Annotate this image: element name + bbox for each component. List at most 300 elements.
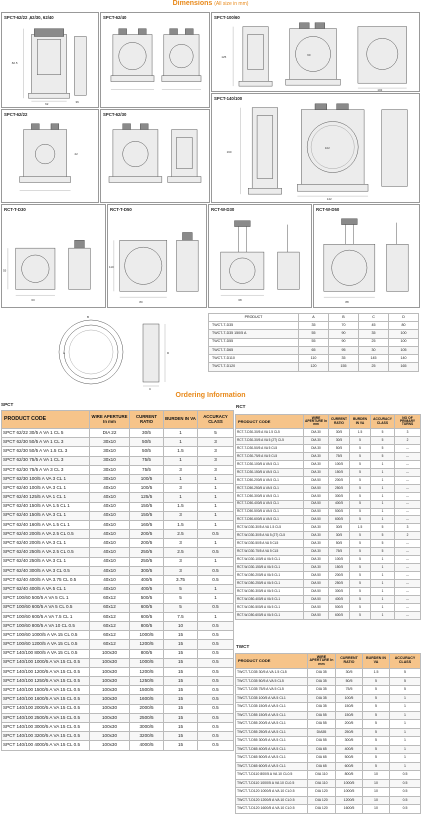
twct-section-label: TWCT — [236, 644, 250, 649]
panel-label: SPCT-62/40 — [103, 15, 127, 20]
table-cell: 7.5 — [164, 612, 198, 621]
table-cell: SPCT 62/22 30/5 A VA 1 CL 5 — [2, 429, 90, 438]
table-cell: 0.5 — [198, 631, 234, 640]
table-cell: 100/5 — [336, 694, 363, 703]
table-cell: 50/5 — [329, 540, 350, 548]
table-cell: 0.5 — [198, 723, 234, 732]
table-cell: SPCT 62/40 400/5 A VA 3.75 CL 0.5 — [2, 576, 90, 585]
table-cell: 30x10 — [90, 447, 130, 456]
table-cell: 0.5 — [198, 640, 234, 649]
table-cell: 1 — [164, 493, 198, 502]
table-cell: 5 — [363, 703, 390, 712]
table-cell: DIA 30 — [304, 556, 329, 564]
table-cell: 110 — [299, 355, 329, 363]
table-row — [2, 677, 234, 686]
table-cell: 1 — [390, 728, 421, 737]
table-cell: 600/5 — [336, 762, 363, 771]
table-cell: TWCT-T-D110 — [209, 355, 299, 363]
table-cell: 1250/5 — [130, 677, 164, 686]
table-row — [236, 532, 421, 540]
table-cell: 50/5 — [130, 447, 164, 456]
table-cell: 100x30 — [90, 704, 130, 713]
table-cell: 25 — [359, 363, 389, 371]
table-cell: 15 — [164, 741, 198, 750]
dim-width-label: 80 — [139, 300, 143, 305]
table-cell: TWCT-T-D110 800/5 A VA 10 CL0.5 — [236, 771, 308, 780]
table-cell: 100x30 — [90, 667, 130, 676]
table-row — [236, 728, 421, 737]
table-cell: DIA 50 — [304, 580, 329, 588]
table-cell: 40x10 — [90, 576, 130, 585]
table-row — [2, 539, 234, 548]
column-header: BURDEN IN VA — [164, 411, 198, 429]
table-cell: 0.5 — [198, 658, 234, 667]
table-cell: TWCT-T-D35 100/5 A VA 5 CL1 — [236, 694, 308, 703]
table-row — [2, 520, 234, 529]
table-cell: DIA 30 — [304, 436, 329, 444]
table-cell: SPCT 62/30 75/5 A VA 1 CL 3 — [2, 456, 90, 465]
table-cell: DIA 35 — [308, 677, 336, 686]
table-cell: 100x30 — [90, 723, 130, 732]
table-cell: RCT-T-D50-300/5 A VA 5 CL1 — [236, 492, 304, 500]
table-cell: 0.5 — [198, 530, 234, 539]
table-cell: SPCT 100/60 500/5 A VA 5 CL 1 — [2, 594, 90, 603]
table-cell: SPCT 100/60 1200/5 A VA 15 CL 0.5 — [2, 640, 90, 649]
table-cell: 3200/5 — [130, 732, 164, 741]
table-row — [236, 754, 421, 763]
table-cell: SPCT 140/100 1000/5 A VA 15 CL 0.5 — [2, 658, 90, 667]
table-cell: 1 — [198, 539, 234, 548]
table-cell: SPCT 140/100 1200/5 A VA 15 CL 0.5 — [2, 667, 90, 676]
table-cell: 60x12 — [90, 612, 130, 621]
table-row — [2, 603, 234, 612]
table-cell: 30 — [359, 346, 389, 354]
table-row — [209, 355, 419, 363]
table-row — [2, 484, 234, 493]
dim-b-label: B — [87, 315, 90, 319]
table-cell: 1.5 — [363, 669, 390, 678]
table-cell: 500/5 — [329, 603, 350, 611]
table-cell: 2.5 — [164, 530, 198, 539]
table-cell: 1 — [371, 556, 395, 564]
table-cell: RCT-T-D50-250/5 A VA 5 CL1 — [236, 484, 304, 492]
table-cell: 15 — [164, 704, 198, 713]
drawing-spct-140-100 — [212, 94, 419, 202]
table-row — [236, 805, 421, 814]
table-row — [236, 548, 421, 556]
table-cell: 30x10 — [90, 438, 130, 447]
table-row — [2, 741, 234, 750]
table-row — [2, 465, 234, 474]
table-cell: 250/5 — [130, 548, 164, 557]
table-cell: 100x30 — [90, 649, 130, 658]
table-cell: 75/5 — [130, 456, 164, 465]
table-cell: DIA 65 — [308, 754, 336, 763]
table-cell: 1 — [198, 502, 234, 511]
table-cell: 500/5 — [329, 508, 350, 516]
table-header-row — [236, 654, 421, 669]
drawing-twct — [1, 310, 206, 390]
table-row — [236, 476, 421, 484]
table-cell: 5 — [164, 585, 198, 594]
table-cell: TWCT-T-D120 1000/5 A VA 10 CL0.5 — [236, 788, 308, 797]
table-cell: 1 — [371, 596, 395, 604]
table-cell: 75/5 — [329, 452, 350, 460]
table-cell: 25 — [359, 338, 389, 346]
table-cell: 5 — [371, 524, 395, 532]
table-cell: 15 — [164, 640, 198, 649]
table-cell: SPCT 100/60 600/5 A VA 5 CL 0.5 — [2, 603, 90, 612]
table-cell: 65 — [299, 346, 329, 354]
column-header: ACCURACY CLASS — [390, 654, 421, 669]
table-cell: TWCT-T-D35 75/5 A VA 5 CL5 — [236, 686, 308, 695]
column-header: CURRENT RATIO — [336, 654, 363, 669]
table-cell: --- — [395, 476, 421, 484]
table-cell: 1 — [371, 476, 395, 484]
table-cell: 75/5 — [336, 686, 363, 695]
table-cell: 55 — [299, 330, 329, 338]
dim-diameter-label: 22 — [74, 152, 78, 157]
table-cell: 0.5 — [198, 686, 234, 695]
table-cell: 15 — [164, 723, 198, 732]
table-row — [2, 649, 234, 658]
table-cell: 1 — [371, 492, 395, 500]
table-cell: TWCT-T-D55 200/5 A VA 5 CL1 — [236, 720, 308, 729]
table-cell: 1.5 — [164, 447, 198, 456]
table-cell: 4000/5 — [130, 741, 164, 750]
table-cell: 15 — [164, 677, 198, 686]
table-cell: 5 — [164, 594, 198, 603]
table-cell: TWCT-T-D65 500/5 A VA 5 CL1 — [236, 754, 308, 763]
table-cell: 400/5 — [130, 585, 164, 594]
table-cell: 3 — [198, 465, 234, 474]
dim-aperture-label: 60 — [307, 52, 311, 57]
table-cell: RCT-T-D30-75/5 A VA 5 CL5 — [236, 452, 304, 460]
column-header: PRODUCT CODE — [236, 415, 304, 429]
column-header: WIRE APERTURE In mm — [304, 415, 329, 429]
panel-label: SPCT-62/30 — [103, 112, 127, 117]
table-cell: 600/5 — [329, 611, 350, 619]
table-cell: 100x30 — [90, 658, 130, 667]
table-cell: 10 — [363, 771, 390, 780]
table-cell: RCT-W-D30-50/5 A VA 5 CL5 — [236, 540, 304, 548]
spct-table — [1, 410, 234, 751]
table-cell: 1000/5 — [336, 779, 363, 788]
table-cell: 3 — [164, 465, 198, 474]
table-cell: 0.5 — [390, 779, 421, 788]
table-cell: DIA 50 — [304, 484, 329, 492]
table-cell: 0.5 — [198, 566, 234, 575]
table-cell: 5 — [363, 762, 390, 771]
table-cell: 5 — [371, 532, 395, 540]
table-cell: RCT-T-D50-200/5 A VA 5 CL1 — [236, 476, 304, 484]
table-cell: DIA 30 — [304, 532, 329, 540]
table-cell: 50/5 — [329, 444, 350, 452]
column-header: BURDEN IN VA — [350, 415, 371, 429]
table-cell: 1 — [390, 703, 421, 712]
table-cell: 1000/5 — [130, 631, 164, 640]
table-header-row — [209, 314, 419, 322]
table-cell: TWCT-T-D35 150/5 A — [209, 330, 299, 338]
table-row — [236, 588, 421, 596]
table-cell: 60x12 — [90, 594, 130, 603]
table-cell: 15 — [164, 732, 198, 741]
table-cell: --- — [395, 556, 421, 564]
table-row — [236, 484, 421, 492]
table-cell: 5 — [350, 580, 371, 588]
ordering-title: Ordering Information — [175, 392, 246, 399]
table-cell: 200/5 — [329, 476, 350, 484]
table-cell: 0.5 — [198, 677, 234, 686]
panel-rct-w-d30 — [208, 204, 312, 308]
table-cell: TWCT-T-D120 1600/5 A VA 10 CL0.5 — [236, 805, 308, 814]
table-cell: 5 — [363, 694, 390, 703]
table-cell: 3 — [164, 484, 198, 493]
table-row — [2, 585, 234, 594]
table-cell: 30/5 — [130, 429, 164, 438]
table-cell: RCT-T-D30-150/5 A VA 5 CL1 — [236, 468, 304, 476]
table-cell: RCT-T-D30-30/5 A VA 5 (2T) CL5 — [236, 436, 304, 444]
dim-height-label: 55 — [2, 268, 7, 273]
table-cell: 40x10 — [90, 493, 130, 502]
dim-c-label: C — [149, 387, 152, 391]
table-cell: 5 — [164, 603, 198, 612]
panel-label: SPCT-62/22 ,62/30, 62/40 — [4, 15, 54, 20]
table-cell: 15 — [164, 658, 198, 667]
rct-section-label: RCT — [236, 404, 246, 409]
table-cell: 5 — [371, 548, 395, 556]
table-row — [236, 686, 421, 695]
table-cell: 5 — [350, 468, 371, 476]
table-cell: 600/5 — [130, 612, 164, 621]
column-header: B — [329, 314, 359, 322]
table-cell: DIA 120 — [308, 805, 336, 814]
table-cell: 35 — [359, 330, 389, 338]
table-cell: TWCT-T-D65 — [209, 346, 299, 354]
table-cell: DIA 50 — [304, 572, 329, 580]
panel-rct-w-d50 — [313, 204, 420, 308]
table-cell: 1 — [371, 484, 395, 492]
table-row — [2, 566, 234, 575]
dim-width-label: 60 — [31, 298, 35, 303]
table-cell: 1200/5 — [130, 640, 164, 649]
table-cell: 40x10 — [90, 502, 130, 511]
column-header: ACCURACY CLASS — [198, 411, 234, 429]
table-cell: 1200/5 — [130, 667, 164, 676]
table-cell: 3 — [198, 456, 234, 465]
table-cell: RCT-T-D30-30/5 A VA 1.5 CL5 — [236, 429, 304, 437]
table-cell: 1000/5 — [336, 788, 363, 797]
table-cell: 250/5 — [329, 484, 350, 492]
table-cell: SPCT 140/100 2500/5 A VA 15 CL 0.5 — [2, 713, 90, 722]
table-cell: RCT-W-D30-30/5 A VA 1.5 CL5 — [236, 524, 304, 532]
table-row — [236, 580, 421, 588]
table-cell: 2 — [395, 532, 421, 540]
table-cell: 400/5 — [336, 745, 363, 754]
table-cell: 1 — [371, 500, 395, 508]
table-row — [236, 500, 421, 508]
table-cell: 75/5 — [329, 548, 350, 556]
table-cell: 5 — [390, 677, 421, 686]
table-row — [236, 788, 421, 797]
table-cell: 0.5 — [198, 603, 234, 612]
dim-width-label: 142 — [326, 197, 332, 202]
table-cell: 250/5 — [336, 728, 363, 737]
table-cell: DIA 110 — [308, 779, 336, 788]
table-cell: 5 — [350, 452, 371, 460]
table-cell: 45 — [359, 322, 389, 330]
table-cell: RCT-T-D50-500/5 A VA 5 CL1 — [236, 508, 304, 516]
table-cell: RCT-W-D30-150/5 A VA 5 CL1 — [236, 564, 304, 572]
table-cell: 5 — [371, 540, 395, 548]
spct-section-label: SPCT — [1, 402, 14, 407]
table-cell: 1500/5 — [130, 686, 164, 695]
panel-label: RCT-T-D50 — [110, 207, 132, 212]
table-cell: DIA 30 — [304, 452, 329, 460]
table-row — [2, 631, 234, 640]
twct-dimensions-table — [208, 313, 419, 372]
table-cell: 5 — [350, 500, 371, 508]
table-row — [236, 745, 421, 754]
table-cell: 0.5 — [198, 649, 234, 658]
table-cell: RCT-T-D30-50/5 A VA 5 CL5 — [236, 444, 304, 452]
panel-label: RCT-T-D30 — [4, 207, 26, 212]
table-cell: --- — [395, 580, 421, 588]
table-cell: 1 — [164, 456, 198, 465]
table-cell: 400/5 — [329, 596, 350, 604]
table-row — [236, 762, 421, 771]
twct-table — [235, 653, 421, 814]
table-cell: --- — [395, 444, 421, 452]
table-cell: 3 — [395, 524, 421, 532]
table-cell: 60x12 — [90, 621, 130, 630]
column-header: ACCURACY CLASS — [371, 415, 395, 429]
table-cell: RCT-W-D50-300/5 A VA 5 CL1 — [236, 588, 304, 596]
panel-spct-62-22 — [1, 109, 99, 203]
table-cell: 60x12 — [90, 640, 130, 649]
table-row — [209, 363, 419, 371]
table-cell: 105 — [389, 346, 419, 354]
table-header-row — [2, 411, 234, 429]
table-cell: 2 — [395, 436, 421, 444]
table-cell: 1 — [198, 484, 234, 493]
drawing-spct-62 — [2, 13, 98, 107]
table-cell: 90 — [329, 330, 359, 338]
table-cell: 5 — [350, 436, 371, 444]
panel-spct-62 — [1, 12, 99, 108]
panel-label: RCT-W-D50 — [316, 207, 340, 212]
table-cell: 3 — [198, 447, 234, 456]
table-cell: 100x30 — [90, 713, 130, 722]
table-cell: 50/5 — [130, 438, 164, 447]
table-cell: 140 — [389, 355, 419, 363]
table-row — [236, 460, 421, 468]
panel-spct-140-100 — [211, 93, 420, 203]
table-cell: --- — [395, 572, 421, 580]
table-cell: 95 — [329, 346, 359, 354]
table-cell: 50/5 — [336, 677, 363, 686]
table-cell: 0.5 — [198, 621, 234, 630]
drawing-spct-62-30 — [101, 110, 209, 202]
table-cell: 100/5 — [130, 474, 164, 483]
table-row — [2, 713, 234, 722]
table-cell: 1 — [390, 745, 421, 754]
table-cell: 5 — [350, 564, 371, 572]
table-cell: 100/5 — [130, 484, 164, 493]
table-row — [236, 508, 421, 516]
dim-aperture-label: 102 — [324, 145, 330, 150]
table-cell: 40x10 — [90, 511, 130, 520]
dim-height-label: 82.5 — [11, 60, 18, 65]
table-cell: TWCT-T-D120 — [209, 363, 299, 371]
table-cell: 1 — [198, 474, 234, 483]
table-cell: TWCT-T-D55 300/5 A VA 5 CL1 — [236, 737, 308, 746]
table-cell: TWCT-T-D55 — [209, 338, 299, 346]
column-header: WIRE APERTURE In mm — [308, 654, 336, 669]
table-cell: 500/5 — [130, 594, 164, 603]
table-cell: DIA 55 — [308, 737, 336, 746]
table-cell: SPCT 140/100 2000/5 A VA 15 CL 0.5 — [2, 704, 90, 713]
table-cell: 55 — [299, 338, 329, 346]
dim-width-label: 68 — [238, 298, 242, 303]
column-header: PRODUCT CODE — [2, 411, 90, 429]
table-cell: 1 — [198, 594, 234, 603]
table-cell: 5 — [350, 460, 371, 468]
table-cell: 5 — [363, 737, 390, 746]
table-cell: 5 — [390, 669, 421, 678]
table-cell: 60x12 — [90, 631, 130, 640]
dimensions-title — [0, 0, 421, 7]
table-cell: SPCT 140/100 3000/5 A VA 15 CL 0.5 — [2, 723, 90, 732]
table-cell: 60x12 — [90, 603, 130, 612]
table-cell: 15 — [164, 631, 198, 640]
table-cell: --- — [395, 611, 421, 619]
table-row — [236, 779, 421, 788]
table-cell: RCT-W-D50-250/5 A VA 5 CL1 — [236, 580, 304, 588]
table-cell: 155 — [329, 363, 359, 371]
table-cell: 2.5 — [164, 548, 198, 557]
dim-depth-label: 36 — [75, 100, 79, 105]
table-cell: DIA 22 — [90, 429, 130, 438]
table-cell: 0.5 — [198, 576, 234, 585]
table-cell: 5 — [363, 720, 390, 729]
table-cell: SPCT 62/40 400/5 A VA 5 CL 1 — [2, 585, 90, 594]
table-cell: 1 — [371, 564, 395, 572]
table-row — [236, 556, 421, 564]
table-cell: TWCT-T-D120 1200/5 A VA 10 CL0.5 — [236, 796, 308, 805]
table-cell: 400/5 — [130, 576, 164, 585]
table-cell: 15 — [164, 713, 198, 722]
panel-spct-62-30 — [100, 109, 210, 203]
table-cell: 300/5 — [329, 492, 350, 500]
table-cell: 3 — [164, 566, 198, 575]
table-cell: DIA 30 — [304, 468, 329, 476]
table-cell: 800/5 — [130, 621, 164, 630]
table-cell: 200/5 — [329, 572, 350, 580]
table-row — [236, 429, 421, 437]
table-cell: --- — [395, 492, 421, 500]
panel-spct-100-60 — [211, 12, 420, 92]
table-cell: 200/5 — [130, 530, 164, 539]
table-cell: 100x30 — [90, 732, 130, 741]
table-cell: 1.5 — [350, 524, 371, 532]
panel-label: RCT-W-D30 — [211, 207, 235, 212]
table-cell: 5 — [350, 611, 371, 619]
dim-d-label: D — [167, 351, 170, 355]
table-cell: 0.5 — [198, 704, 234, 713]
table-cell: --- — [395, 603, 421, 611]
table-cell: --- — [395, 548, 421, 556]
